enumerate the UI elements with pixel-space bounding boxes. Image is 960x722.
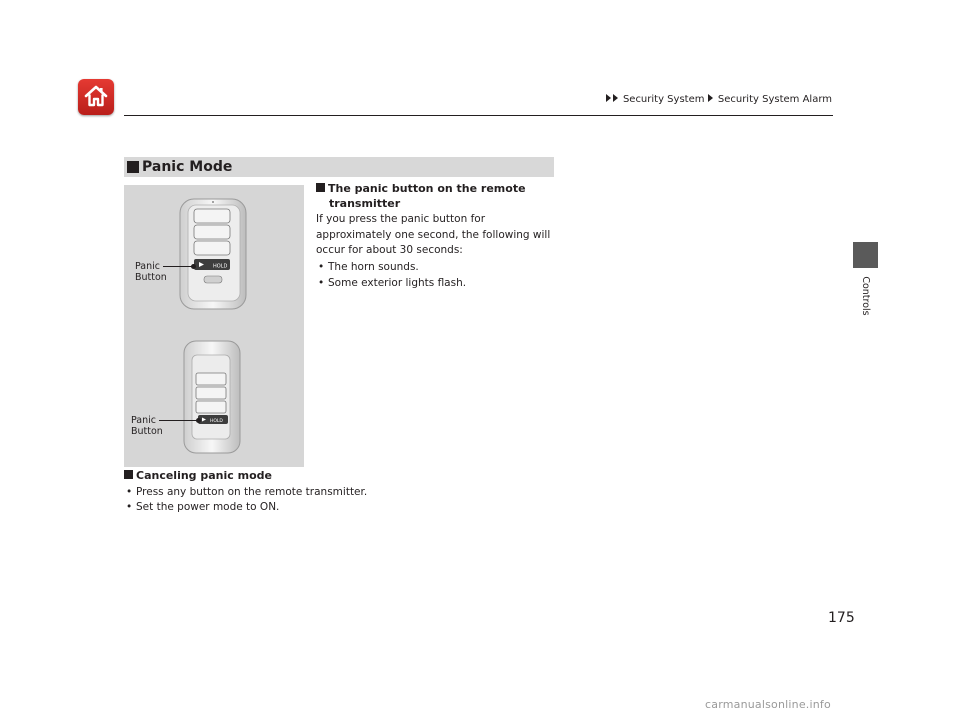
section-title: Panic Mode xyxy=(142,159,233,175)
fob-hold-label-top: HOLD xyxy=(213,263,228,270)
canceling-bullet-power xyxy=(126,500,279,515)
subheading-square-icon xyxy=(124,470,133,479)
panic-button-callout-top xyxy=(135,261,167,283)
callout-bottom-line2: Button xyxy=(131,426,163,437)
callout-leader-top xyxy=(163,266,193,267)
bullet-text: The horn sounds. xyxy=(328,261,419,273)
callout-dot-bottom xyxy=(196,418,201,423)
canceling-heading xyxy=(124,469,272,483)
body-line-1: If you press the panic button for xyxy=(316,213,486,225)
home-button[interactable] xyxy=(78,79,114,115)
bullet-dot-icon: • xyxy=(318,277,325,289)
panic-bullet-horn xyxy=(318,260,419,275)
remote-transmitter-top xyxy=(180,199,246,309)
callout-dot-top xyxy=(191,264,196,269)
canceling-heading-text: Canceling panic mode xyxy=(136,469,272,482)
panic-button-heading-line1: The panic button on the remote xyxy=(328,182,526,195)
section-heading-bar xyxy=(124,157,554,177)
panic-button-body xyxy=(316,212,566,259)
header-rule xyxy=(124,115,833,116)
panic-bullet-lights xyxy=(318,276,466,291)
chapter-label: Controls xyxy=(860,276,871,316)
breadcrumb-arrow-icon xyxy=(606,94,611,102)
bullet-dot-icon: • xyxy=(318,261,325,273)
watermark: carmanualsonline.info xyxy=(705,698,831,711)
fob-hold-label-bottom: HOLD xyxy=(210,419,223,424)
bullet-dot-icon: • xyxy=(126,501,133,513)
panic-button-heading-cont xyxy=(329,197,400,211)
remote-transmitter-bottom xyxy=(184,341,240,453)
bullet-text: Press any button on the remote transmitter. xyxy=(136,486,368,498)
page-number: 175 xyxy=(828,610,855,626)
home-icon xyxy=(82,82,110,110)
callout-top-line1: Panic xyxy=(135,261,161,272)
breadcrumb-item-security-system-alarm[interactable]: Security System Alarm xyxy=(717,94,832,105)
callout-leader-bottom xyxy=(159,420,197,421)
callout-top-line2: Button xyxy=(135,272,167,283)
bullet-text: Set the power mode to ON. xyxy=(136,501,280,513)
section-square-icon xyxy=(127,161,139,173)
breadcrumb-arrow-icon xyxy=(708,94,713,102)
chapter-tab[interactable] xyxy=(853,242,878,268)
bullet-dot-icon: • xyxy=(126,486,133,498)
breadcrumb-item-security-system[interactable]: Security System xyxy=(622,94,705,105)
callout-bottom-line1: Panic xyxy=(131,415,157,426)
breadcrumb xyxy=(606,94,832,105)
body-line-3: occur for about 30 seconds: xyxy=(316,244,463,256)
panic-button-heading-line2: transmitter xyxy=(329,197,401,210)
canceling-bullet-press xyxy=(126,485,367,500)
subheading-square-icon xyxy=(316,183,325,192)
bullet-text: Some exterior lights flash. xyxy=(328,277,467,289)
body-line-2: approximately one second, the following will xyxy=(316,228,551,241)
panic-button-callout-bottom xyxy=(131,415,163,437)
panic-button-heading xyxy=(316,182,526,196)
breadcrumb-arrow-icon xyxy=(613,94,618,102)
